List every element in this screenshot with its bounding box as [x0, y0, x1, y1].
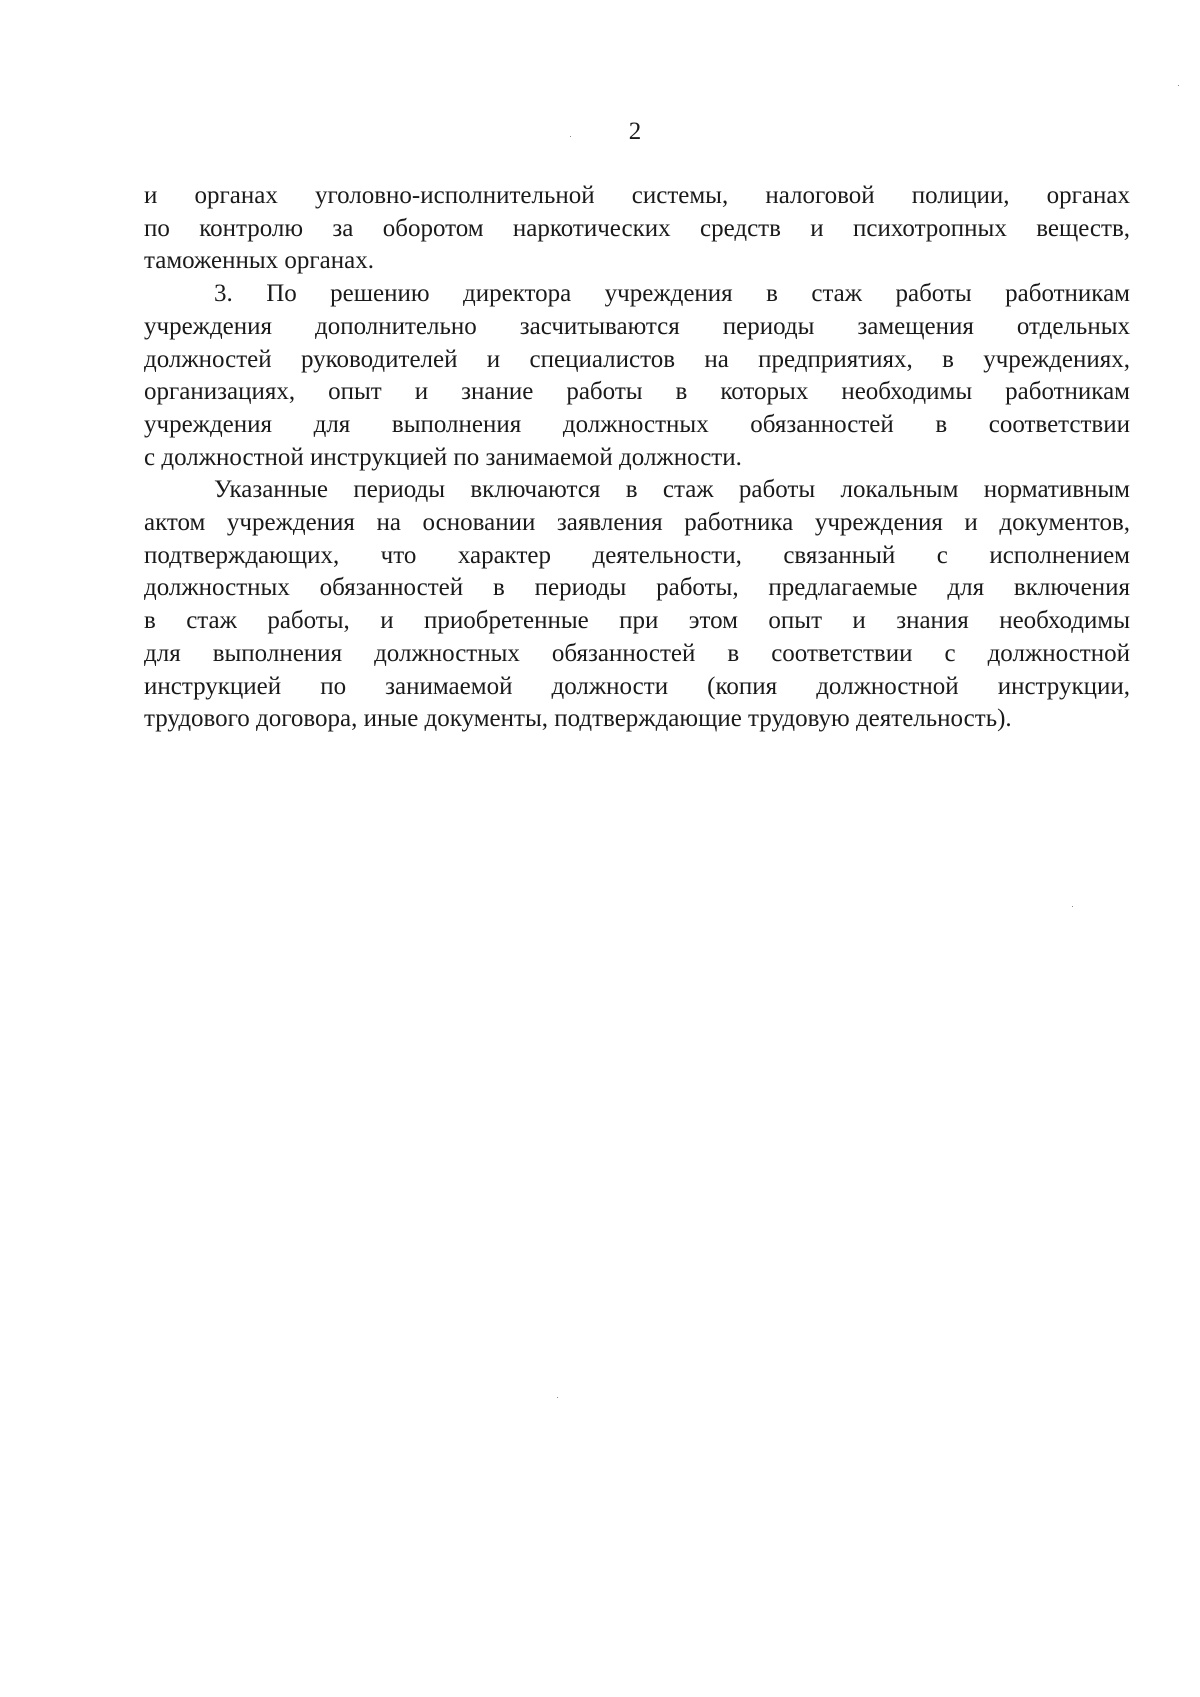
text-line: должностей руководителей и специалистов на предприятиях, в учреждениях,: [144, 345, 1130, 373]
scan-speck: [1072, 906, 1073, 907]
scan-speck: [1178, 85, 1179, 86]
text-line: Указанные периоды включаются в стаж работы локальным нормативным: [214, 476, 1130, 504]
text-line: с должностной инструкцией по занимаемой должности.: [144, 443, 742, 471]
scan-speck: [570, 136, 571, 137]
page-number: 2: [628, 118, 642, 145]
document-body: [144, 180, 1130, 736]
text-line: актом учреждения на основании заявления работника учреждения и документов,: [144, 509, 1130, 537]
text-line: подтверждающих, что характер деятельности, связанный с исполнением: [144, 541, 1130, 569]
text-line: таможенных органах.: [144, 247, 374, 275]
text-line: и органах уголовно-исполнительной системы, налоговой полиции, органах: [144, 182, 1130, 209]
text-line: по контролю за оборотом наркотических средств и психотропных веществ,: [144, 214, 1130, 242]
text-line: учреждения для выполнения должностных обязанностей в соответствии: [144, 410, 1130, 438]
text-line: в стаж работы, и приобретенные при этом опыт и знания необходимы: [144, 607, 1130, 635]
text-line: должностных обязанностей в периоды работы, предлагаемые для включения: [144, 574, 1130, 602]
text-line: учреждения дополнительно засчитываются периоды замещения отдельных: [144, 312, 1130, 340]
text-line: для выполнения должностных обязанностей в соответствии с должностной: [144, 639, 1130, 667]
scan-speck: [557, 1397, 558, 1398]
text-line: 3. По решению директора учреждения в стаж работы работникам: [214, 280, 1130, 308]
paragraph-3: [144, 474, 1130, 736]
text-line: инструкцией по занимаемой должности (копия должностной инструкции,: [144, 672, 1130, 700]
text-line: трудового договора, иные документы, подтверждающие трудовую деятельность).: [144, 705, 1012, 733]
text-line: организациях, опыт и знание работы в которых необходимы работникам: [144, 378, 1130, 406]
paragraph-1: [144, 180, 1130, 278]
paragraph-2: [144, 278, 1130, 474]
